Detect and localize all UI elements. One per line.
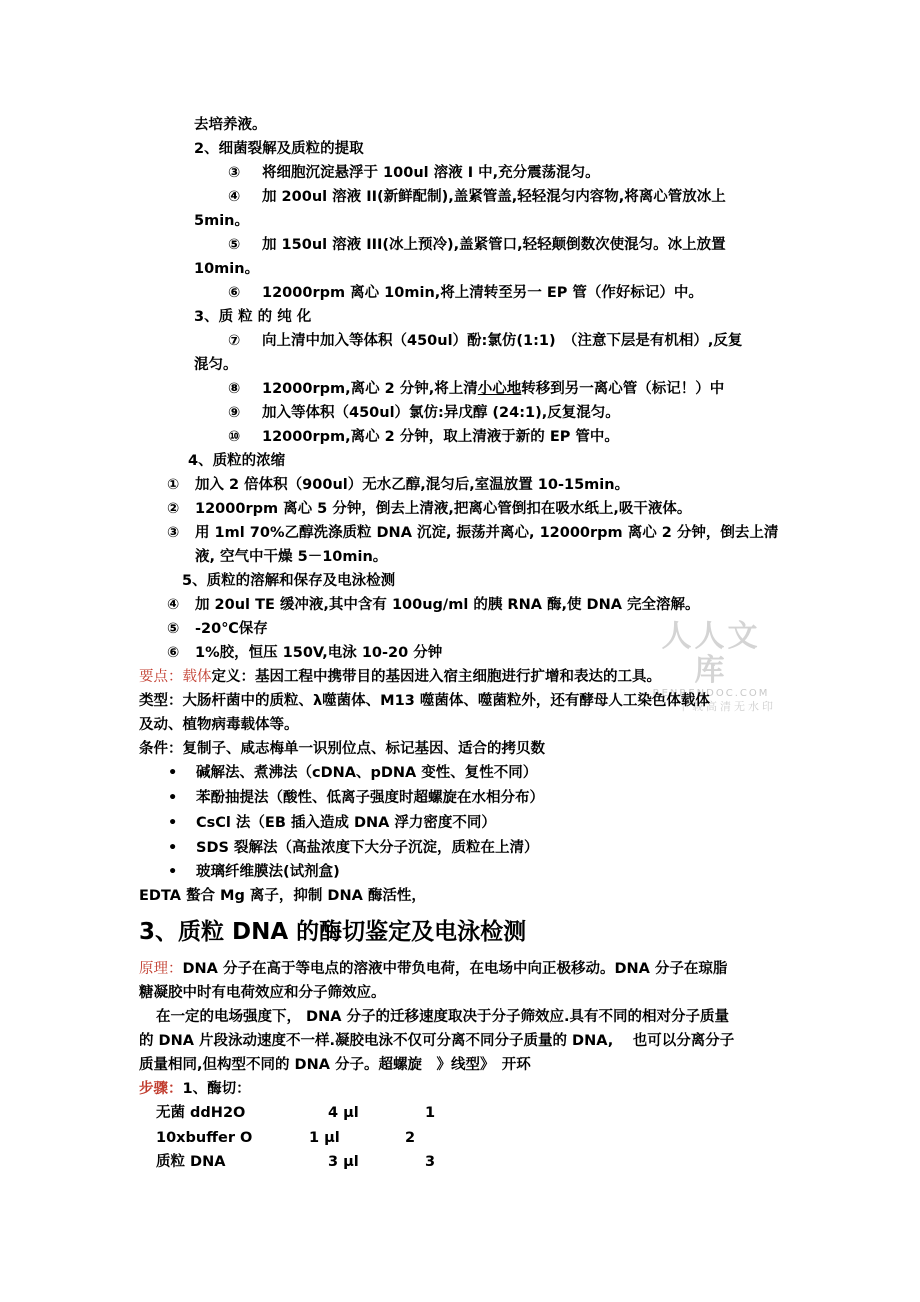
item-marker: ③: [228, 165, 241, 181]
bullet-item: [168, 787, 544, 809]
table-cell-name: 10xbuffer O: [156, 1130, 253, 1146]
label-steps: 步骤：: [139, 1081, 183, 1097]
item-text: 加入等体积（450ul）氯仿:异戊醇 (24:1),反复混匀。: [262, 405, 620, 421]
item-text: 1、酶切：: [182, 1081, 251, 1097]
item-text: CsCl 法（EB 插入造成 DNA 浮力密度不同）: [196, 815, 496, 831]
table-cell-index: 1: [425, 1105, 436, 1121]
item-text: SDS 裂解法（高盐浓度下大分子沉淀，质粒在上清）: [196, 840, 539, 856]
list-item: [167, 522, 778, 544]
watermark-site: RENRENDOC.COM: [652, 688, 770, 699]
item-text: 玻璃纤维膜法(试剂盒): [196, 864, 340, 880]
text-line: 条件：复制子、咸志梅单一识别位点、标记基因、适合的拷贝数: [139, 741, 545, 757]
item-text: 12000rpm 离心 5 分钟，倒去上清液,把离心管倒扣在吸水纸上,吸干液体。: [195, 501, 692, 517]
section-heading: 3、质 粒 的 纯 化: [194, 309, 312, 325]
text-line: 液, 空气中干燥 5－10min。: [195, 549, 388, 565]
item-text: -20℃保存: [195, 621, 268, 637]
list-item: [167, 618, 268, 640]
label-keypoint: 要点：载体: [139, 669, 212, 685]
text-line: 混匀。: [194, 357, 238, 373]
list-item: [167, 642, 442, 664]
text-line: 糖凝胶中时有电荷效应和分子筛效应。: [139, 985, 386, 1001]
bullet-marker: •: [168, 840, 178, 856]
item-marker: ⑥: [167, 645, 180, 661]
item-text: 12000rpm,离心 2 分钟，取上清液于新的 EP 管中。: [262, 429, 619, 445]
table-cell-name: 质粒 DNA: [156, 1154, 226, 1170]
list-item: [167, 474, 629, 496]
list-item: [228, 330, 742, 352]
text-line: 质量相同,但构型不同的 DNA 分子。超螺旋 》线型》 开环: [139, 1057, 531, 1073]
item-text: 用 1ml 70%乙醇洗涤质粒 DNA 沉淀, 振荡并离心, 12000rpm 离心 2 分钟，倒去上清: [195, 525, 779, 541]
item-text: 向上清中加入等体积（450ul）酚:氯仿(1:1) （注意下层是有机相）,反复: [262, 333, 743, 349]
bullet-marker: •: [168, 765, 178, 781]
table-cell-amount: 4 μl: [328, 1105, 359, 1121]
bullet-marker: •: [168, 815, 178, 831]
bullet-marker: •: [168, 790, 178, 806]
bullet-item: [168, 861, 340, 883]
list-item: [228, 186, 726, 208]
item-text: DNA 分子在高于等电点的溶液中带负电荷，在电场中向正极移动。DNA 分子在琼脂: [182, 961, 728, 977]
item-text: 加入 2 倍体积（900ul）无水乙醇,混匀后,室温放置 10-15min。: [195, 477, 630, 493]
list-item: [228, 426, 619, 448]
table-cell-index: 3: [425, 1154, 436, 1170]
text-line: 类型：大肠杆菌中的质粒、λ噬菌体、M13 噬菌体、噬菌粒外，还有酵母人工染色体载体: [139, 693, 710, 709]
item-marker: ⑧: [228, 381, 241, 397]
item-text: 碱解法、煮沸法（cDNA、pDNA 变性、复性不同）: [196, 765, 538, 781]
item-text: 加 150ul 溶液 III(冰上预冷),盖紧管口,轻轻颠倒数次使混匀。冰上放置: [262, 237, 726, 253]
text-line: 10min。: [194, 261, 260, 277]
table-cell-index: 2: [405, 1130, 416, 1146]
section-heading: 5、质粒的溶解和保存及电泳检测: [182, 573, 396, 589]
bullet-item: [168, 837, 538, 859]
item-marker: ⑩: [228, 429, 241, 445]
item-text: 加 20ul TE 缓冲液,其中含有 100ug/ml 的胰 RNA 酶,使 DNA 完全溶解。: [195, 597, 700, 613]
list-item: [167, 498, 691, 520]
text-line: 及动、植物病毒载体等。: [139, 717, 299, 733]
list-item: [228, 234, 726, 256]
bullet-item: [168, 762, 537, 784]
list-item: [228, 282, 703, 304]
item-text: 将细胞沉淀悬浮于 100ul 溶液 I 中,充分震荡混匀。: [262, 165, 600, 181]
item-text: 12000rpm 离心 10min,将上清转至另一 EP 管（作好标记）中。: [262, 285, 703, 301]
text-line: 5min。: [194, 213, 249, 229]
text-line: [139, 958, 727, 980]
item-text: 12000rpm,离心 2 分钟,将上清: [262, 381, 478, 397]
text-line: 的 DNA 片段泳动速度不一样.凝胶电泳不仅可分离不同分子质量的 DNA, 也可以分离分子: [139, 1033, 735, 1049]
underlined-text: 小心地: [477, 381, 522, 397]
page-heading: 3、质粒 DNA 的酶切鉴定及电泳检测: [139, 919, 527, 945]
section-heading: 4、质粒的浓缩: [188, 453, 286, 469]
watermark-tagline: 下载高清无水印: [678, 700, 776, 713]
text-line: EDTA 螯合 Mg 离子，抑制 DNA 酶活性，: [139, 888, 426, 904]
item-marker: ⑤: [167, 621, 180, 637]
item-text: 定义：基因工程中携带目的基因进入宿主细胞进行扩增和表达的工具。: [211, 669, 661, 685]
list-item: [228, 402, 620, 424]
list-item: [228, 162, 600, 184]
table-cell-amount: 1 μl: [309, 1130, 340, 1146]
item-text: 转移到另一离心管（标记！）中: [521, 381, 725, 397]
item-marker: ④: [167, 597, 180, 613]
item-marker: ⑥: [228, 285, 241, 301]
item-text: 1%胶，恒压 150V,电泳 10-20 分钟: [195, 645, 443, 661]
label-principle: 原理：: [139, 961, 183, 977]
item-marker: ③: [167, 525, 180, 541]
table-cell-name: 无菌 ddH2O: [156, 1105, 246, 1121]
item-text: 加 200ul 溶液 II(新鲜配制),盖紧管盖,轻轻混匀内容物,将离心管放冰上: [262, 189, 726, 205]
text-line: [139, 1078, 251, 1100]
item-marker: ⑦: [228, 333, 241, 349]
text-line: 去培养液。: [194, 117, 267, 133]
bullet-marker: •: [168, 864, 178, 880]
text-line: [139, 666, 661, 688]
item-marker: ⑤: [228, 237, 241, 253]
item-marker: ②: [167, 501, 180, 517]
item-marker: ①: [167, 477, 180, 493]
watermark-logo-text: 人人文库: [661, 619, 761, 688]
list-item: [228, 378, 724, 400]
section-heading: 2、细菌裂解及质粒的提取: [194, 141, 364, 157]
bullet-item: [168, 812, 496, 834]
text-line: 在一定的电场强度下， DNA 分子的迁移速度取决于分子筛效应.具有不同的相对分子质量: [156, 1009, 729, 1025]
item-text: 苯酚抽提法（酸性、低离子强度时超螺旋在水相分布）: [196, 790, 544, 806]
item-marker: ⑨: [228, 405, 241, 421]
item-marker: ④: [228, 189, 241, 205]
table-cell-amount: 3 μl: [328, 1154, 359, 1170]
list-item: [167, 594, 699, 616]
